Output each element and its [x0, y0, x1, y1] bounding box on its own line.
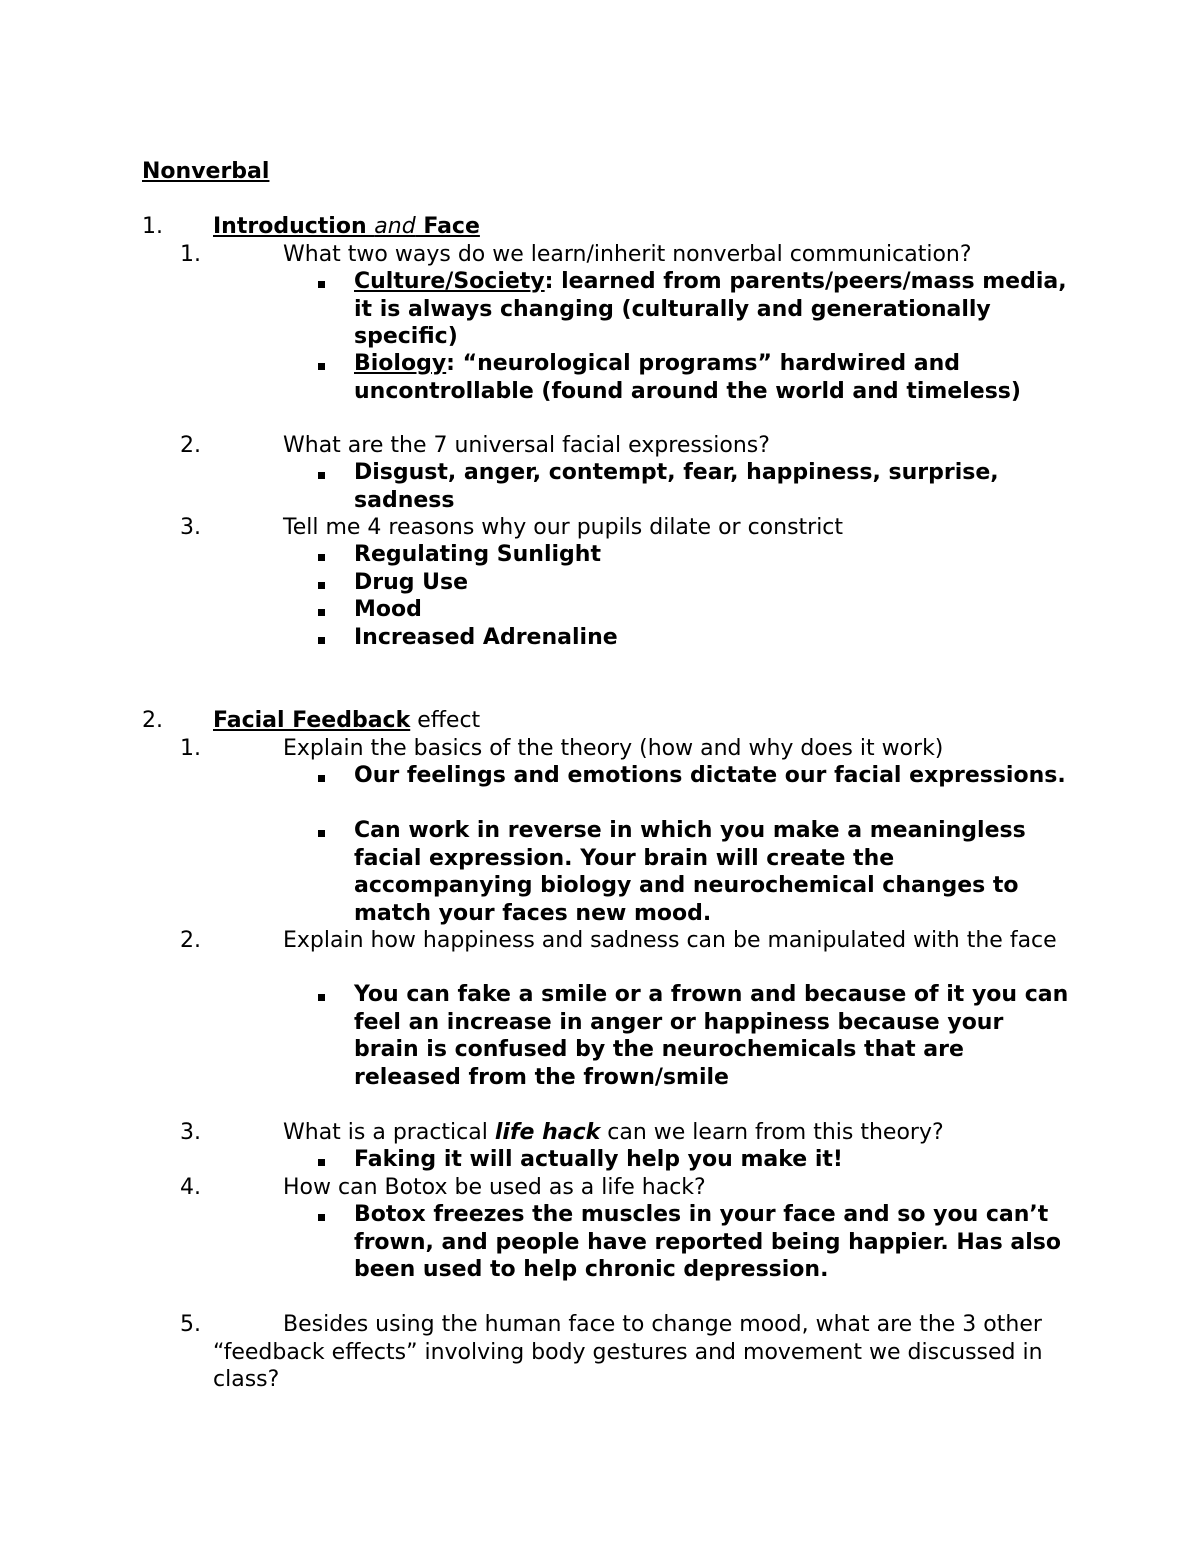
bullet-marker: [318, 775, 325, 782]
section-heading-part: Facial Feedback: [213, 708, 411, 733]
bullet-marker: [318, 1159, 325, 1166]
question-number: 5.: [180, 1312, 201, 1337]
question-text: What two ways do we learn/inherit nonverbal communication?: [283, 242, 972, 267]
question-number: 3.: [180, 1120, 201, 1145]
question-text: How can Botox be used as a life hack?: [283, 1175, 706, 1200]
section-heading-part: Introduction: [213, 214, 375, 239]
section-heading-part: and: [374, 214, 416, 239]
question-text-part: can we learn from this theory?: [600, 1120, 944, 1145]
page-title: Nonverbal: [142, 159, 270, 184]
bullet-marker: [318, 609, 325, 616]
answer-text: Regulating Sunlight: [354, 542, 601, 567]
answer-text: Our feelings and emotions dictate our facial expressions.: [354, 763, 1066, 788]
question-emphasis: life hack: [494, 1120, 601, 1145]
bullet-marker: [318, 554, 325, 561]
question-text: Explain the basics of the theory (how and why does it work): [283, 736, 944, 761]
section-heading: [213, 707, 480, 735]
answer-body: : learned from parents/peers/mass media, it is always changing (culturally and generationally specific): [354, 269, 1067, 349]
question-text: Tell me 4 reasons why our pupils dilate or constrict: [283, 515, 844, 540]
answer-text: Mood: [354, 597, 422, 622]
section-number: 1.: [142, 214, 163, 239]
question-number: 4.: [180, 1175, 201, 1200]
bullet-marker: [318, 582, 325, 589]
answer-body: : “neurological programs” hardwired and uncontrollable (found around the world and timeless): [354, 351, 1021, 404]
bullet-marker: [318, 1214, 325, 1221]
bullet-marker: [318, 637, 325, 644]
question-number: 2.: [180, 433, 201, 458]
answer-text: [354, 268, 1074, 351]
answer-text: You can fake a smile or a frown and because of it you can feel an increase in anger or happiness because your brain is confused by the neurochemicals that are released from the frown/smile: [354, 982, 1069, 1090]
bullet-marker: [318, 281, 325, 288]
question-number: 2.: [180, 928, 201, 953]
bullet-marker: [318, 830, 325, 837]
section-number: 2.: [142, 708, 163, 733]
question-text: Explain how happiness and sadness can be manipulated with the face: [283, 928, 1057, 953]
bullet-marker: [318, 472, 325, 479]
question-number: 1.: [180, 736, 201, 761]
question-number: 3.: [180, 515, 201, 540]
bullet-marker: [318, 363, 325, 370]
question-text: Besides using the human face to change mood, what are the 3 other “feedback effects” involving body gestures and movement we discussed in class?: [213, 1312, 1043, 1392]
question-text-part: What is a practical: [283, 1120, 495, 1145]
bullet-marker: [318, 994, 325, 1001]
question-text: [283, 1119, 944, 1147]
answer-text: Disgust, anger, contempt, fear, happiness, surprise, sadness: [354, 460, 999, 513]
question-text: What are the 7 universal facial expressions?: [283, 433, 770, 458]
section-heading: [213, 213, 480, 241]
answer-text: Increased Adrenaline: [354, 625, 618, 650]
answer-label: Biology: [354, 351, 447, 376]
answer-label: Culture/Society: [354, 269, 545, 294]
answer-text: Can work in reverse in which you make a meaningless facial expression. Your brain will create the accompanying biology and neurochemical changes to match your faces new mood.: [354, 818, 1026, 926]
answer-text: [354, 350, 1074, 405]
answer-text: Drug Use: [354, 570, 469, 595]
answer-text: Botox freezes the muscles in your face and so you can’t frown, and people have reported being happier. Has also been used to help chronic depression.: [354, 1202, 1061, 1282]
section-heading-part: effect: [410, 708, 481, 733]
section-heading-part: Face: [415, 214, 480, 239]
question-number: 1.: [180, 242, 201, 267]
answer-text: Faking it will actually help you make it!: [354, 1147, 843, 1172]
